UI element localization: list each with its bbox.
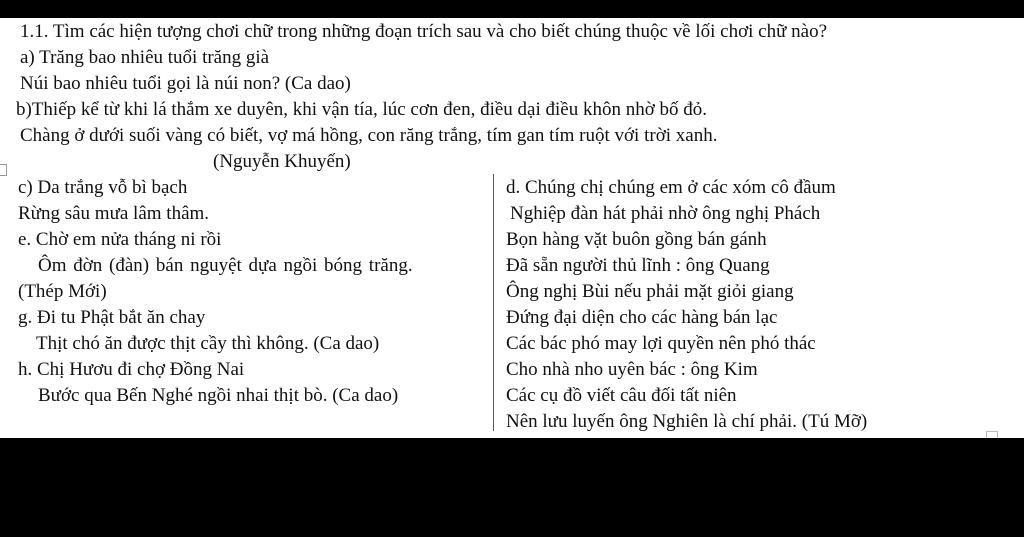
page-edge-marker: [0, 164, 7, 176]
right-line-5: Ông nghị Bùi nếu phải mặt giỏi giang: [506, 281, 794, 302]
left-line-7: Thịt chó ăn được thịt cầy thì không. (Ca dao): [36, 333, 380, 354]
left-line-3: e. Chờ em nửa tháng ni rồi: [18, 229, 222, 250]
left-line-6: g. Đi tu Phật bắt ăn chay: [18, 307, 206, 328]
right-line-9: Các cụ đồ viết câu đối tất niên: [506, 385, 737, 406]
left-line-9: Bước qua Bến Nghé ngồi nhai thịt bò. (Ca dao): [38, 385, 399, 406]
page-corner-marker: [986, 431, 998, 438]
right-line-7: Các bác phó may lợi quyền nên phó thác: [506, 333, 816, 354]
left-line-2: Rừng sâu mưa lâm thâm.: [18, 203, 210, 224]
right-line-1: d. Chúng chị chúng em ở các xóm cô đầum: [506, 177, 836, 198]
right-line-4: Đã sẵn người thủ lĩnh : ông Quang: [506, 255, 770, 276]
column-divider: [493, 174, 494, 431]
top-black-bar: [0, 0, 1024, 18]
bottom-black-bar: [0, 438, 1024, 537]
left-line-5: (Thép Mới): [18, 281, 107, 302]
item-b-line-1: b)Thiếp kể từ khi lá thắm xe duyên, khi vận tía, lúc cơn đen, điều dại điều khôn nhờ bố đỏ.: [16, 99, 708, 120]
left-line-1: c) Da trắng vỗ bì bạch: [18, 177, 188, 198]
right-line-8: Cho nhà nho uyên bác : ông Kim: [506, 359, 758, 380]
left-line-8: h. Chị Hươu đi chợ Đồng Nai: [18, 359, 245, 380]
item-b-line-2: Chàng ở dưới suối vàng có biết, vợ má hồng, con răng trắng, tím gan tím ruột với trời xanh.: [20, 125, 718, 146]
item-a-line-1: a) Trăng bao nhiêu tuổi trăng già: [20, 47, 270, 68]
right-line-10: Nên lưu luyến ông Nghiên là chí phải. (Tú Mỡ): [506, 411, 868, 432]
left-line-4: Ôm đờn (đàn) bán nguyệt dựa ngồi bóng trăng.: [38, 255, 413, 276]
right-line-2: Nghiệp đàn hát phải nhờ ông nghị Phách: [510, 203, 821, 224]
right-line-6: Đứng đại diện cho các hàng bán lạc: [506, 307, 778, 328]
exercise-heading: 1.1. Tìm các hiện tượng chơi chữ trong những đoạn trích sau và cho biết chúng thuộc về lối chơi chữ nào?: [20, 21, 828, 42]
item-b-author: (Nguyễn Khuyến): [213, 151, 351, 172]
document-page: [0, 18, 1024, 438]
item-a-line-2: Núi bao nhiêu tuổi gọi là núi non? (Ca dao): [20, 73, 351, 94]
right-line-3: Bọn hàng vặt buôn gồng bán gánh: [506, 229, 767, 250]
